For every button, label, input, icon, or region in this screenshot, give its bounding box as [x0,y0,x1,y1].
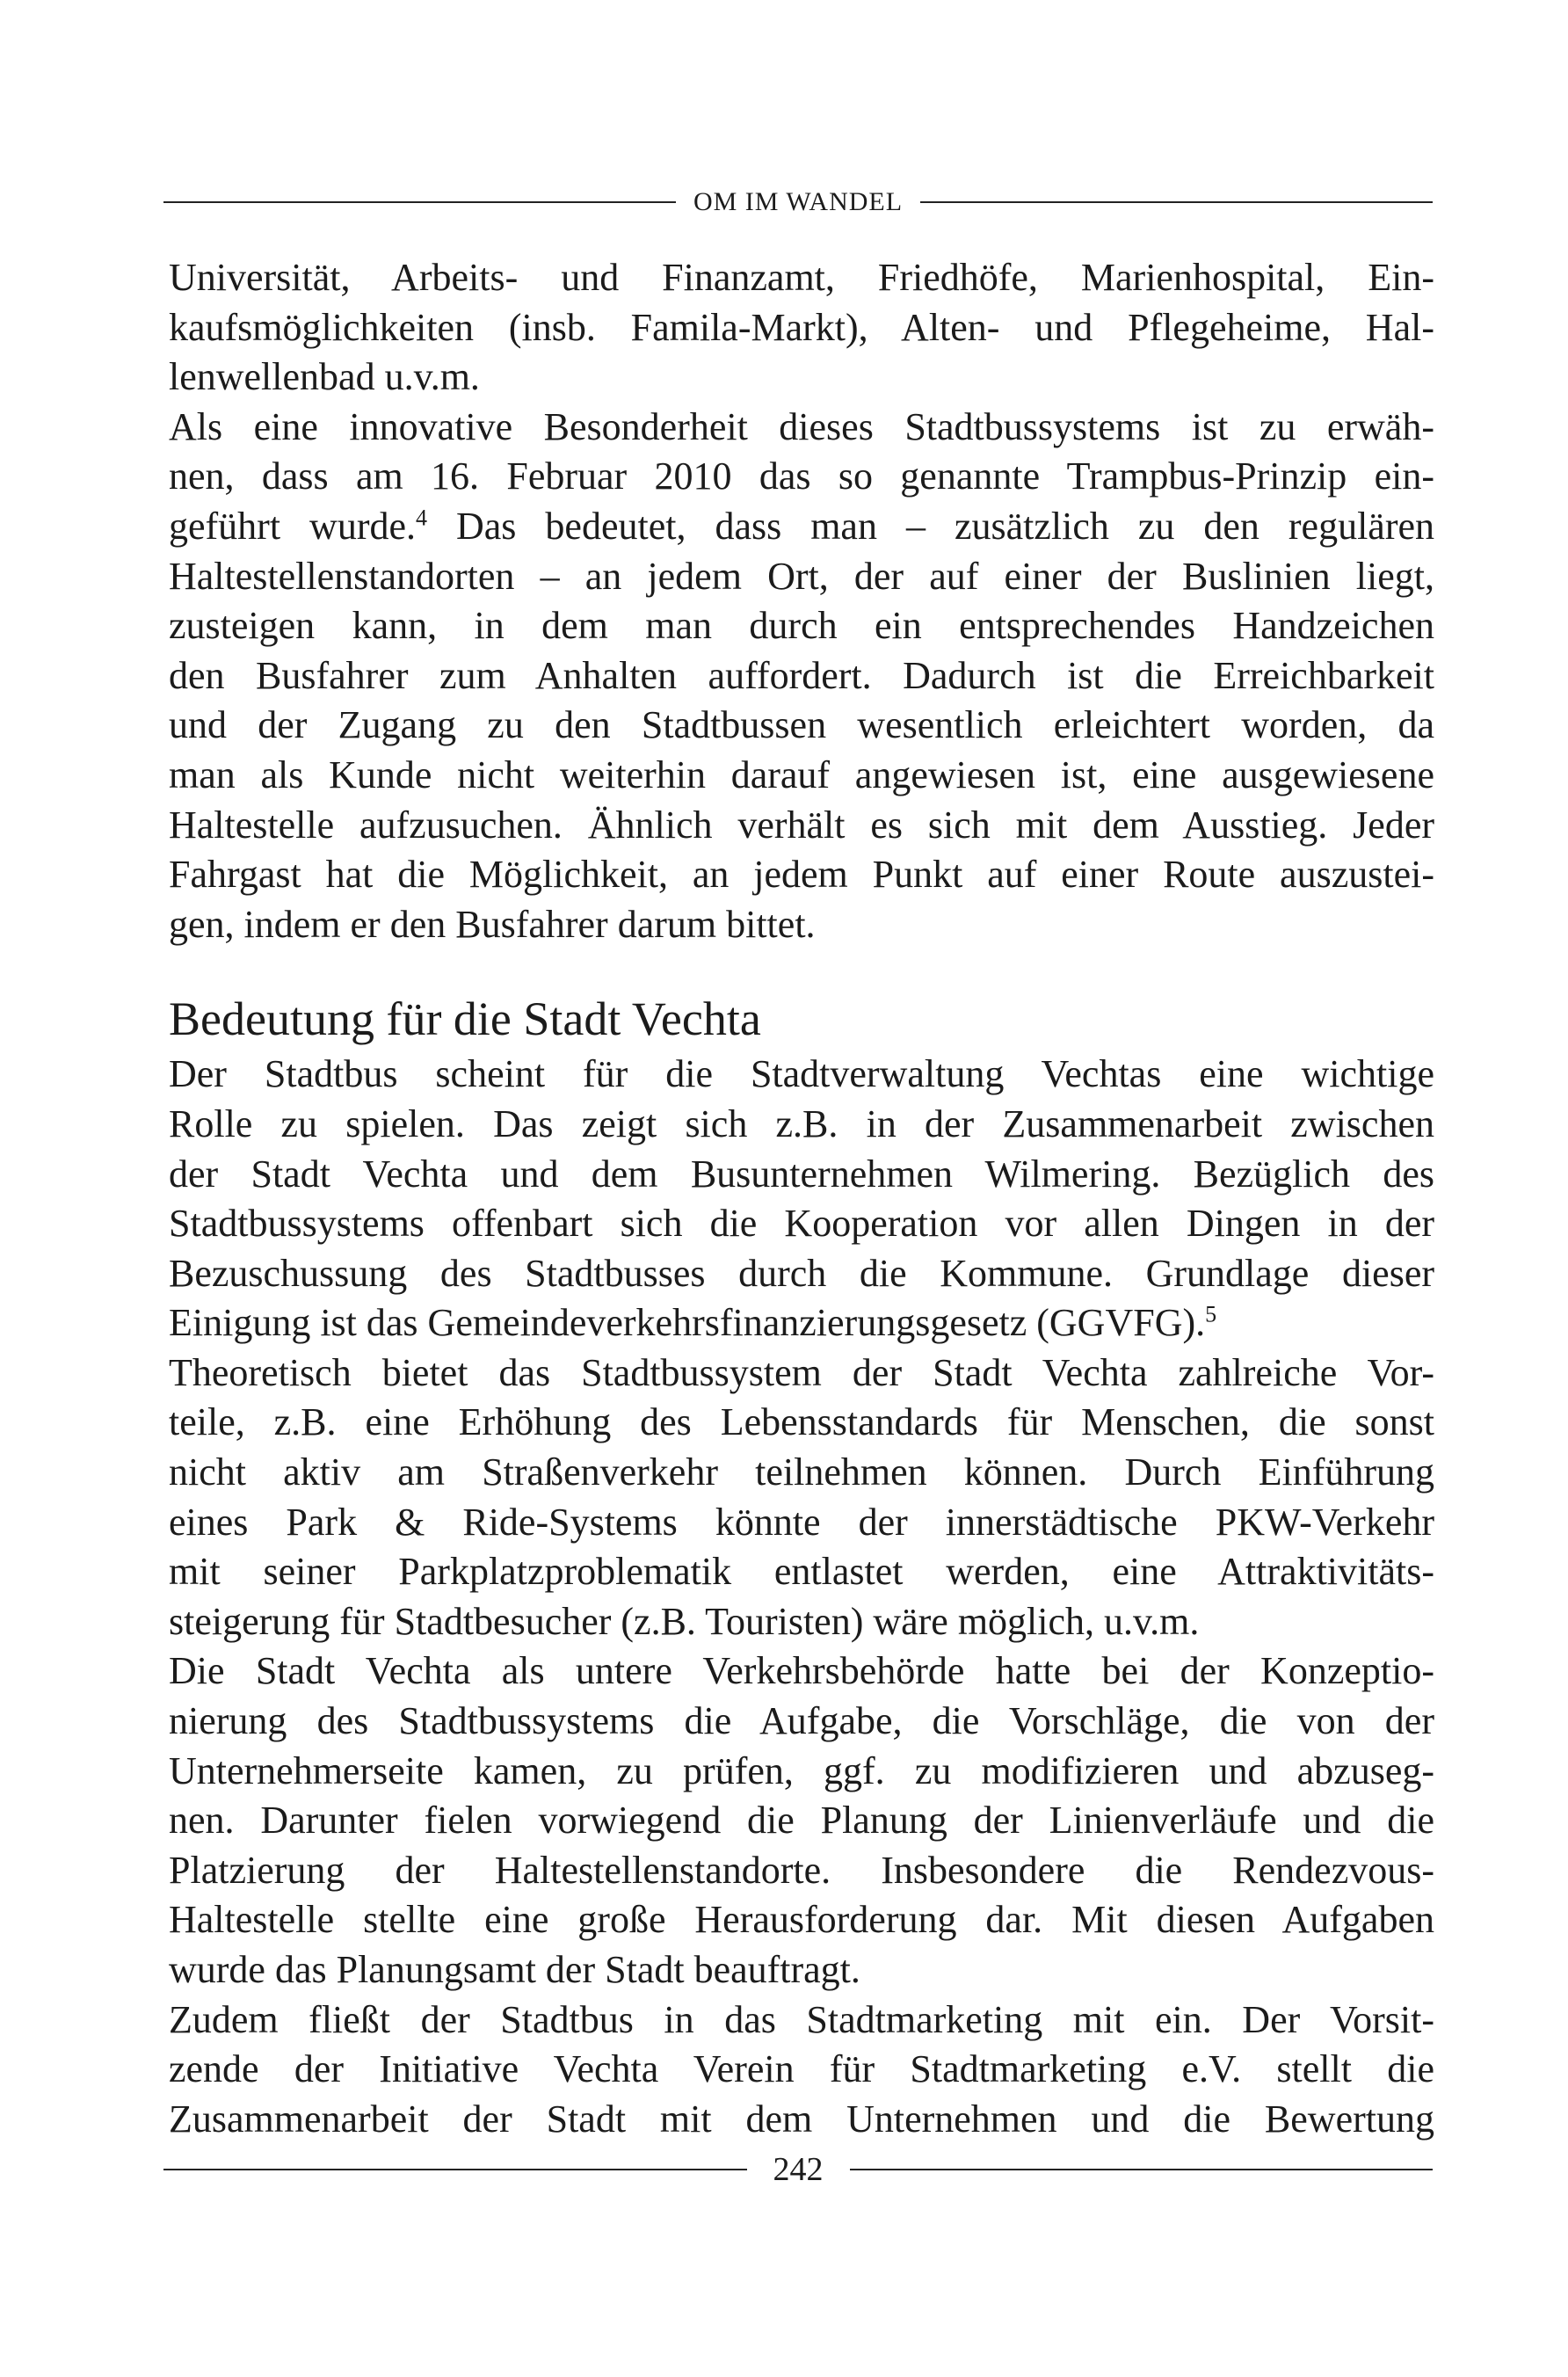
text-span: geführt wurde. [169,504,417,548]
text-line: teile, z.B. eine Erhöhung des Lebensstandards für Menschen, die sonst [169,1400,1434,1444]
text-line: Rolle zu spielen. Das zeigt sich z.B. in der Zusammenarbeit zwischen [169,1101,1434,1145]
header-rule-right [920,201,1433,203]
text-line: man als Kunde nicht weiterhin darauf angewiesen ist, eine ausgewiesene [169,752,1434,796]
paragraph [169,1348,1434,1647]
paragraph [169,403,1434,950]
text-line: Die Stadt Vechta als untere Verkehrsbehörde hatte bei der Konzeptio- [169,1649,1434,1693]
text-line: zende der Initiative Vechta Verein für Stadtmarketing e.V. stellt die [169,2047,1434,2091]
text-line: nen. Darunter fielen vorwiegend die Planung der Linienverläufe und die [169,1799,1434,1843]
text-line: Der Stadtbus scheint für die Stadtverwaltung Vechtas eine wichtige [169,1052,1434,1096]
text-line: Bezuschussung des Stadtbusses durch die Kommune. Grundlage dieser [169,1251,1434,1295]
page-body [169,253,1434,2144]
running-header [163,185,1433,220]
running-title: OM IM WANDEL [693,187,904,216]
text-line: und der Zugang zu den Stadtbussen wesentlich erleichtert worden, da [169,703,1434,747]
text-line: Haltestelle stellte eine große Herausforderung dar. Mit diesen Aufgaben [169,1898,1434,1942]
footer-rule-right [850,2169,1434,2170]
text-line: den Busfahrer zum Anhalten auffordert. Dadurch ist die Erreichbarkeit [169,653,1434,697]
text-line: Haltestellenstandorten – an jedem Ort, der auf einer der Buslinien liegt, [169,554,1434,598]
footnote-marker: 5 [1205,1301,1217,1327]
footnote-marker: 4 [416,505,428,531]
text-line: Universität, Arbeits- und Finanzamt, Friedhöfe, Marienhospital, Ein- [169,256,1434,299]
paragraph [169,1050,1434,1348]
text-line: nicht aktiv am Straßenverkehr teilnehmen können. Durch Einführung [169,1450,1434,1494]
paragraph [169,1646,1434,1995]
text-line: Fahrgast hat die Möglichkeit, an jedem Punkt auf einer Route auszustei- [169,853,1434,897]
text-line: nierung des Stadtbussystems die Aufgabe, die Vorschläge, die von der [169,1699,1434,1743]
text-line: Zudem fließt der Stadtbus in das Stadtmarketing mit ein. Der Vorsit- [169,1997,1434,2041]
text-line: Stadtbussystems offenbart sich die Kooperation vor allen Dingen in der [169,1202,1434,1246]
text-line: Als eine innovative Besonderheit dieses Stadtbussystems ist zu erwäh- [169,404,1434,448]
text-line [169,502,1434,552]
text-line: gen, indem er den Busfahrer darum bittet. [169,902,816,946]
text-span: Einigung ist das Gemeindeverkehrsfinanzierungsgesetz (GGVFG). [169,1301,1206,1345]
paragraph [169,253,1434,403]
text-line: Zusammenarbeit der Stadt mit dem Unternehmen und die Bewertung [169,2097,1434,2141]
text-line: Unternehmerseite kamen, zu prüfen, ggf. zu modifizieren und abzuseg- [169,1748,1434,1792]
text-line: Platzierung der Haltestellenstandorte. Insbesondere die Rendezvous- [169,1848,1434,1892]
text-line: zusteigen kann, in dem man durch ein entsprechendes Handzeichen [169,604,1434,648]
footer-rule-left [163,2169,747,2170]
header-rule-left [163,201,676,203]
text-span: Das bedeutet, dass man – zusätzlich zu den regulären [427,504,1435,548]
text-line: kaufsmöglichkeiten (insb. Famila-Markt), Alten- und Pflegeheime, Hal- [169,305,1434,349]
text-line: Theoretisch bietet das Stadtbussystem der Stadt Vechta zahlreiche Vor- [169,1350,1434,1394]
page-footer [163,2143,1433,2196]
text-line: mit seiner Parkplatzproblematik entlastet werden, eine Attraktivitäts- [169,1550,1434,1594]
text-line [169,1298,1434,1348]
section-heading: Bedeutung für die Stadt Vechta [169,992,761,1046]
text-line: steigerung für Stadtbesucher (z.B. Touristen) wäre möglich, u.v.m. [169,1599,1200,1643]
text-line: eines Park & Ride-Systems könnte der innerstädtische PKW-Verkehr [169,1500,1434,1544]
text-line: lenwellenbad u.v.m. [169,355,480,399]
text-line: wurde das Planungsamt der Stadt beauftragt. [169,1948,860,1991]
page-number: 242 [773,2151,824,2188]
paragraph [169,1995,1434,2145]
text-line: nen, dass am 16. Februar 2010 das so genannte Trampbus-Prinzip ein- [169,454,1434,498]
text-line: der Stadt Vechta und dem Busunternehmen Wilmering. Bezüglich des [169,1152,1434,1196]
text-line: Haltestelle aufzusuchen. Ähnlich verhält es sich mit dem Ausstieg. Jeder [169,803,1434,847]
